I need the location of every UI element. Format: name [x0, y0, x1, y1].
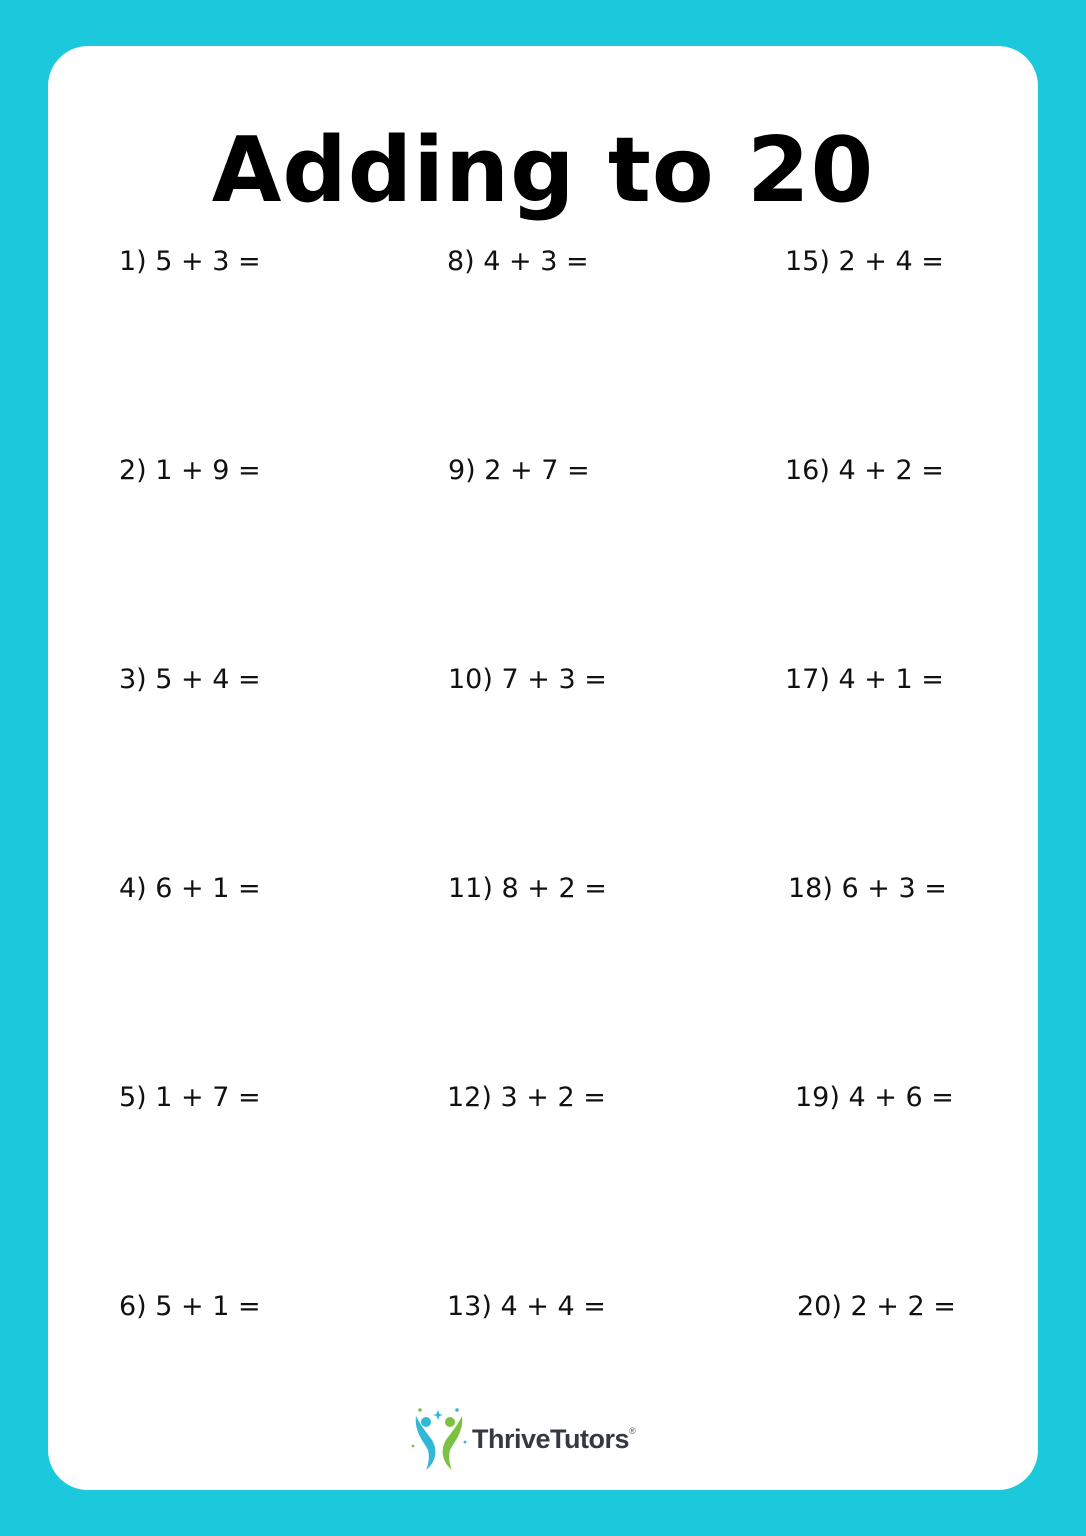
problem-3: 3) 5 + 4 = — [119, 664, 261, 695]
problem-18: 18) 6 + 3 = — [788, 873, 947, 904]
problem-13: 13) 4 + 4 = — [447, 1291, 606, 1322]
problem-20: 20) 2 + 2 = — [797, 1291, 956, 1322]
worksheet-sheet — [48, 46, 1038, 1490]
problem-12: 12) 3 + 2 = — [447, 1082, 606, 1113]
problem-11: 11) 8 + 2 = — [448, 873, 607, 904]
registered-mark: ® — [629, 1426, 636, 1436]
problem-4: 4) 6 + 1 = — [119, 873, 261, 904]
problem-15: 15) 2 + 4 = — [785, 246, 944, 277]
thrive-tutors-figures-icon — [410, 1406, 468, 1472]
worksheet-title: Adding to 20 — [211, 118, 875, 223]
brand-name: ThriveTutors — [472, 1423, 630, 1454]
problem-8: 8) 4 + 3 = — [447, 246, 589, 277]
problem-6: 6) 5 + 1 = — [119, 1291, 261, 1322]
thrive-tutors-logo — [410, 1404, 636, 1474]
problem-19: 19) 4 + 6 = — [795, 1082, 954, 1113]
problem-17: 17) 4 + 1 = — [785, 664, 944, 695]
problem-5: 5) 1 + 7 = — [119, 1082, 261, 1113]
problem-16: 16) 4 + 2 = — [785, 455, 944, 486]
problem-2: 2) 1 + 9 = — [119, 455, 261, 486]
problem-9: 9) 2 + 7 = — [448, 455, 590, 486]
problem-10: 10) 7 + 3 = — [448, 664, 607, 695]
problem-1: 1) 5 + 3 = — [119, 246, 261, 277]
